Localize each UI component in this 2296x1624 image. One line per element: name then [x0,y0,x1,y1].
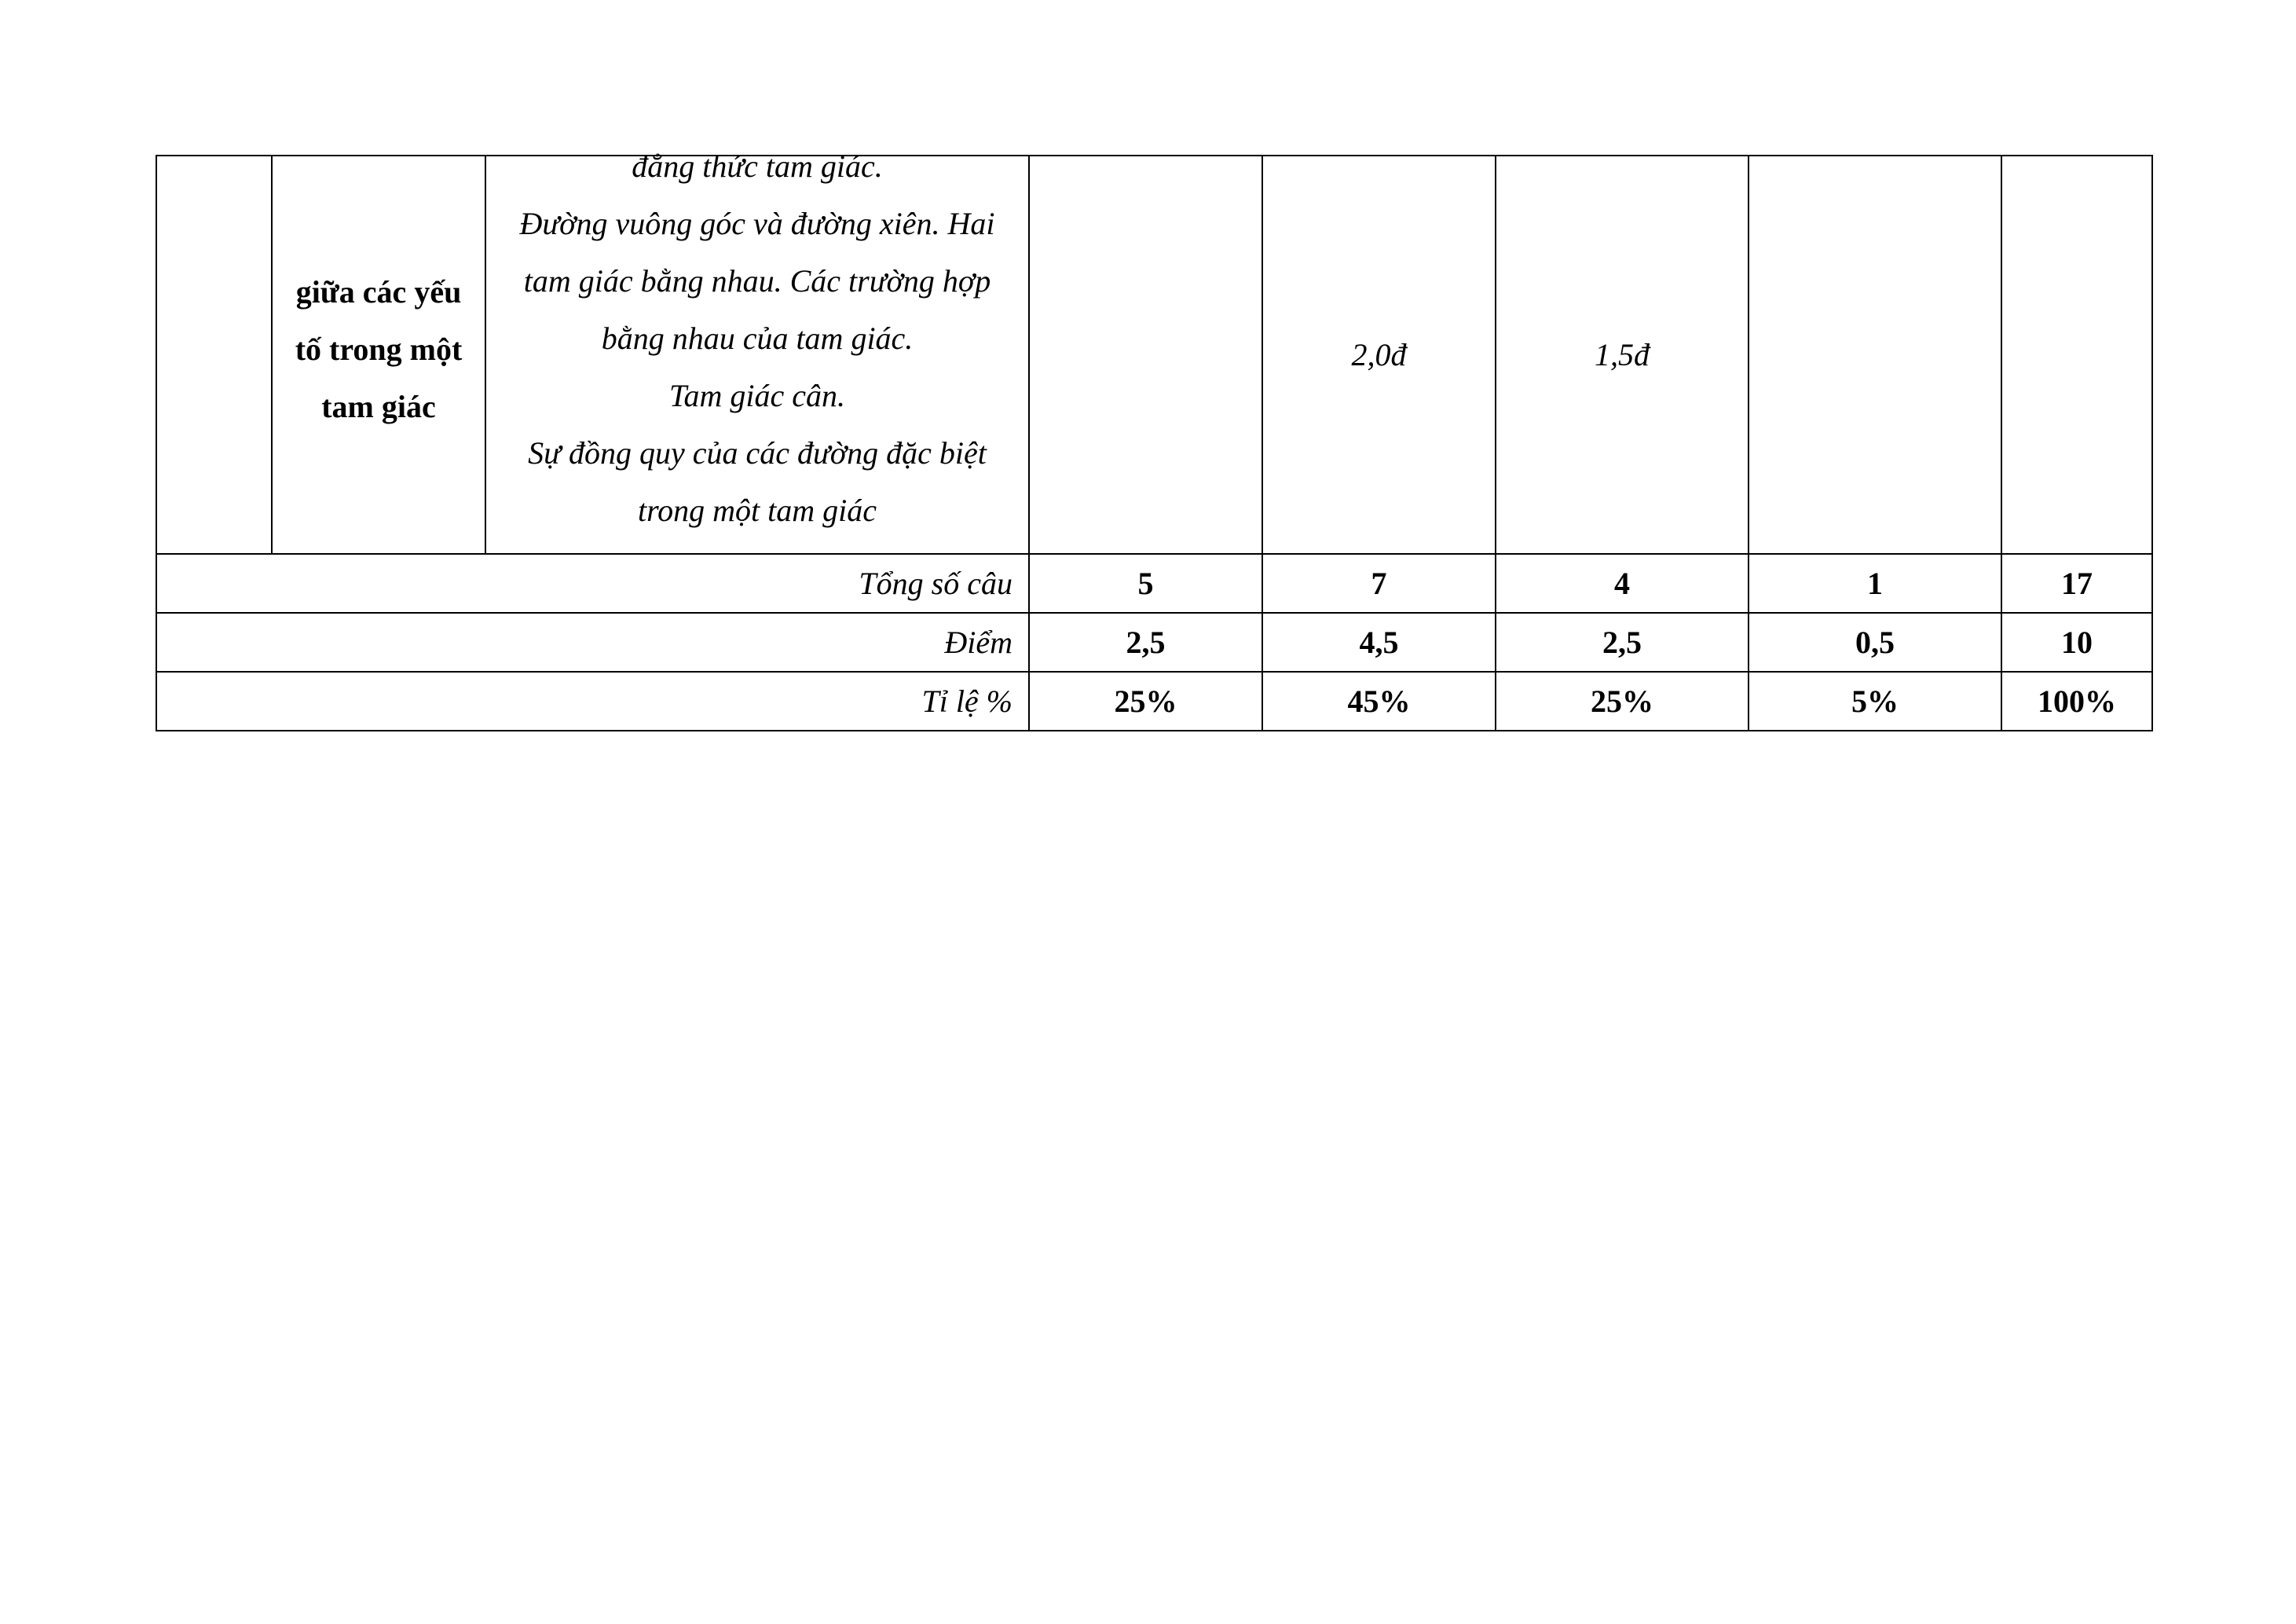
summary-value: 5 [1029,554,1262,613]
index-cell [156,156,272,554]
content-cell [485,148,1029,554]
content-line: bằng nhau của tam giác. [601,321,914,356]
content-line: Sự đồng quy của các đường đặc biệt [528,435,987,471]
summary-value: 4 [1496,554,1749,613]
score-cell-van-dung: 1,5đ [1496,156,1749,554]
topic-cell [272,156,485,554]
summary-label: Tỉ lệ % [156,672,1029,731]
score-cell-van-dung-cao [1749,156,2001,554]
summary-value: 4,5 [1262,613,1496,672]
summary-value: 0,5 [1749,613,2001,672]
content-line: tam giác bằng nhau. Các trường hợp [523,263,991,299]
topic-line: giữa các yếu [295,274,462,310]
topic-line: tam giác [321,389,436,424]
content-row [156,156,2152,554]
summary-value: 45% [1262,672,1496,731]
content-line: trong một tam giác [637,493,877,528]
summary-value: 1 [1749,554,2001,613]
summary-value: 5% [1749,672,2001,731]
summary-value: 17 [2001,554,2152,613]
content-line: Đường vuông góc và đường xiên. Hai [519,206,995,241]
summary-row-ti-le [156,672,2152,731]
content-line: đẳng thức tam giác. [632,148,883,184]
topic-line: tố trong một [295,332,463,367]
summary-value: 2,5 [1496,613,1749,672]
score-cell-nhan-biet [1029,156,1262,554]
summary-row-tong-so-cau [156,554,2152,613]
summary-value: 25% [1029,672,1262,731]
score-cell-thong-hieu: 2,0đ [1262,156,1496,554]
summary-value: 100% [2001,672,2152,731]
summary-label: Điểm [156,613,1029,672]
score-cell-total [2001,156,2152,554]
summary-label: Tổng số câu [156,554,1029,613]
content-line: Tam giác cân. [668,378,846,413]
summary-value: 7 [1262,554,1496,613]
summary-value: 2,5 [1029,613,1262,672]
summary-value: 10 [2001,613,2152,672]
assessment-matrix-table [156,148,2153,731]
summary-value: 25% [1496,672,1749,731]
summary-row-diem [156,613,2152,672]
